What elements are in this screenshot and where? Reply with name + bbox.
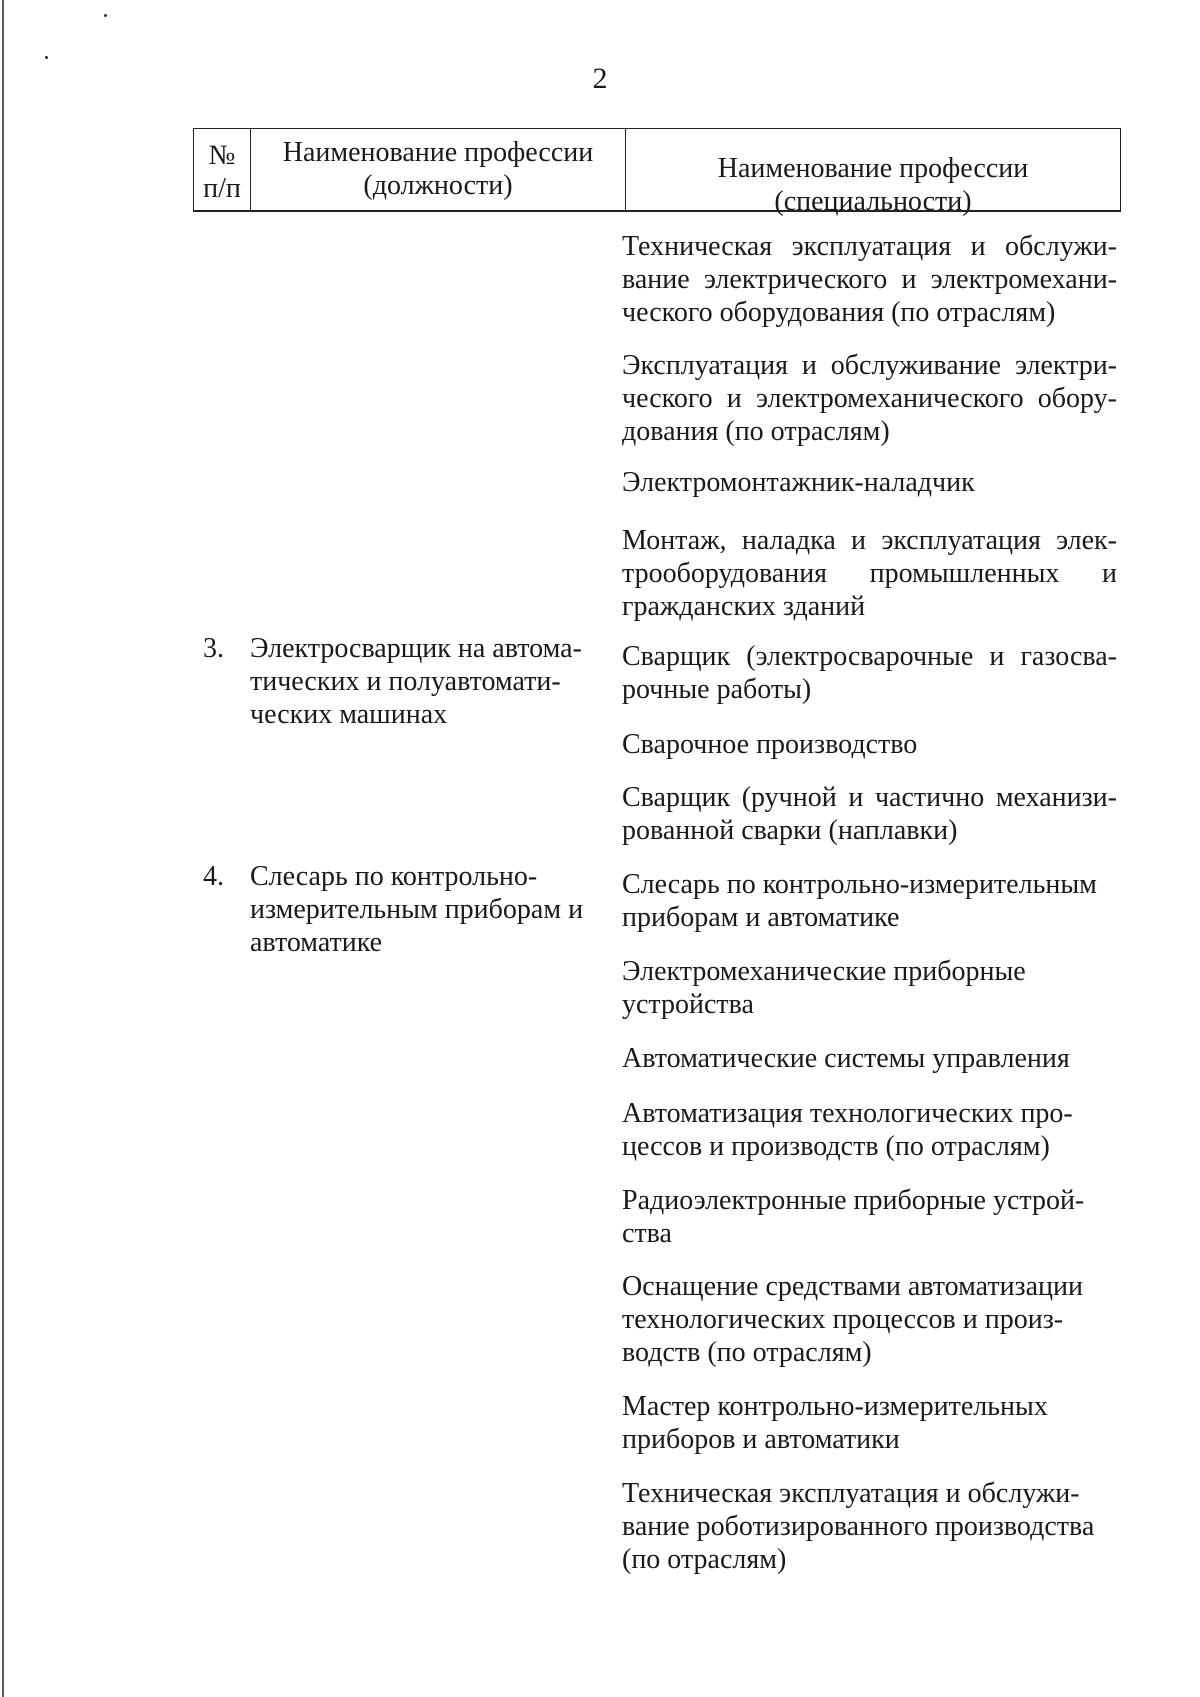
specialty-line: вание роботизированного производства	[622, 1511, 1095, 1542]
header-specialty-line: Наименование профессии	[717, 152, 1029, 184]
specialty-line: устройства	[622, 989, 754, 1020]
specialty-line: ческого и электромеханического обору-	[622, 383, 1117, 414]
specialty-entry	[622, 1042, 1117, 1075]
specialty-entry	[622, 1270, 1117, 1369]
specialty-entry	[622, 955, 1117, 1021]
header-position-line: (должности)	[363, 169, 513, 201]
position-title-line: Электросварщик на автома-	[250, 633, 582, 664]
header-specialty-column	[626, 129, 1120, 217]
specialty-entry	[622, 524, 1117, 623]
specialty-entry	[622, 466, 1117, 499]
row-number: 4.	[203, 861, 224, 892]
scan-speck	[45, 56, 48, 59]
row-position-title	[250, 860, 605, 959]
header-position-column	[251, 129, 626, 210]
header-number-line: №	[208, 139, 236, 171]
specialty-entry	[622, 728, 1117, 761]
scan-speck	[104, 14, 107, 17]
position-title-line: ческих машинах	[250, 699, 448, 730]
specialty-entry	[622, 868, 1117, 934]
header-position-line: Наименование профессии	[282, 136, 594, 168]
specialty-line: Радиоэлектронные приборные устрой-	[622, 1185, 1085, 1216]
table-header	[193, 128, 1121, 217]
specialty-line: Слесарь по контрольно-измерительным	[622, 869, 1097, 900]
specialty-entry	[622, 349, 1117, 448]
specialty-entry	[622, 781, 1117, 847]
specialty-line: дования (по отраслям)	[622, 416, 890, 447]
specialty-entry	[622, 1390, 1117, 1456]
specialty-line: приборам и автоматике	[622, 902, 900, 933]
position-title-line: измерительным приборам и	[250, 894, 584, 925]
specialty-entry	[622, 1477, 1117, 1576]
page-number: 2	[592, 62, 608, 95]
specialty-entry	[622, 1097, 1117, 1163]
specialty-line: Техническая эксплуатация и обслужи-	[622, 1478, 1080, 1509]
page-left-edge-rule	[2, 0, 4, 1697]
specialty-line: Эксплуатация и обслуживание электри-	[622, 350, 1117, 381]
header-number-line: п/п	[203, 172, 241, 204]
specialty-line: (по отраслям)	[622, 1544, 787, 1575]
specialty-line: Электромонтажник-наладчик	[622, 467, 975, 498]
specialty-line: Оснащение средствами автоматизации	[622, 1271, 1084, 1302]
specialty-line: Монтаж, наладка и эксплуатация элек-	[622, 525, 1117, 556]
specialty-line: ства	[622, 1218, 672, 1249]
specialty-line: Автоматизация технологических про-	[622, 1098, 1073, 1129]
specialty-line: вание электрического и электромехани-	[622, 264, 1117, 295]
row-position-title	[250, 632, 605, 731]
header-specialty-line: (специальности)	[774, 185, 972, 217]
specialty-line: Автоматические системы управления	[622, 1043, 1070, 1074]
specialty-line: технологических процессов и произ-	[622, 1304, 1064, 1335]
specialty-line: приборов и автоматики	[622, 1424, 900, 1455]
specialty-line: Мастер контрольно-измерительных	[622, 1391, 1048, 1422]
position-title-line: тических и полуавтомати-	[250, 666, 561, 697]
specialty-line: Сварочное производство	[622, 729, 918, 760]
specialty-entry	[622, 1184, 1117, 1250]
specialty-line: рочные работы)	[622, 674, 812, 705]
specialty-line: Сварщик (электросварочные и газосва-	[622, 641, 1117, 672]
specialty-line: цессов и производств (по отраслям)	[622, 1131, 1050, 1162]
position-title-line: Слесарь по контрольно-	[250, 861, 538, 892]
specialty-line: Сварщик (ручной и частично механизи-	[622, 782, 1117, 813]
specialty-line: водств (по отраслям)	[622, 1337, 872, 1368]
row-number: 3.	[203, 633, 224, 664]
specialty-line: ческого оборудования (по отраслям)	[622, 297, 1056, 328]
specialty-line: Электромеханические приборные	[622, 956, 1026, 987]
specialty-line: рованной сварки (наплавки)	[622, 815, 958, 846]
position-title-line: автоматике	[250, 927, 383, 958]
specialty-entry	[622, 230, 1117, 329]
specialty-line: Техническая эксплуатация и обслужи-	[622, 231, 1117, 262]
specialty-line: трооборудования промышленных и	[622, 558, 1117, 589]
specialty-entry	[622, 640, 1117, 706]
header-number-column	[193, 129, 251, 210]
specialty-line: гражданских зданий	[622, 591, 866, 622]
